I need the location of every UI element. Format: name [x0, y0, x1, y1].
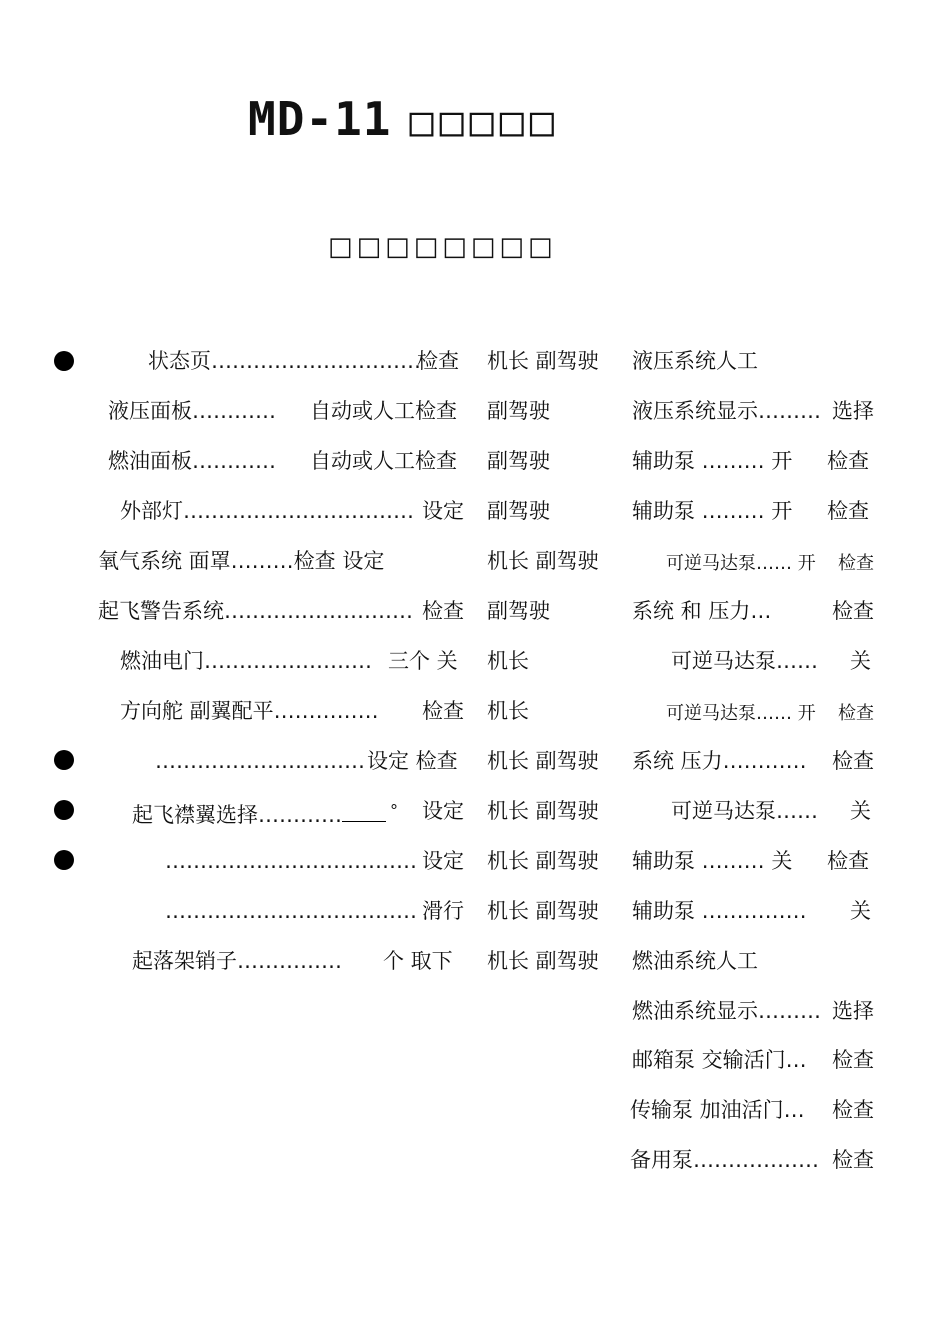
left-action: 设定	[422, 499, 464, 523]
right-item: 可逆马达泵…… 开	[666, 703, 816, 724]
right-item: 传输泵 加油活门…	[630, 1098, 805, 1122]
left-crew: 机长 副驾驶	[487, 799, 599, 823]
right-item: 系统 和 压力…	[632, 599, 772, 623]
left-item-flaps	[132, 798, 401, 828]
left-crew: 副驾驶	[487, 399, 550, 423]
bullet-icon	[54, 800, 74, 820]
right-action: 检查	[832, 1148, 874, 1172]
left-item: 方向舵 副翼配平……………	[120, 699, 379, 723]
left-action: 个 取下	[383, 949, 453, 973]
bullet-icon	[54, 351, 74, 371]
left-crew: 机长 副驾驶	[487, 349, 599, 373]
right-item: 辅助泵 ……………	[632, 899, 807, 923]
left-item: 外部灯……………………………	[120, 499, 414, 523]
right-item: 可逆马达泵…… 开	[666, 553, 816, 574]
right-item: 辅助泵 ……… 开	[632, 499, 793, 523]
right-item: 邮箱泵 交输活门…	[632, 1048, 807, 1072]
left-crew: 副驾驶	[487, 449, 550, 473]
left-action: 设定 检查	[367, 749, 458, 773]
left-item: 燃油面板…………	[108, 449, 276, 473]
right-item: 辅助泵 ……… 关	[632, 849, 793, 873]
left-item: 状态页…………………………	[148, 349, 421, 373]
right-item: 液压系统人工	[632, 349, 758, 373]
right-action: 检查	[832, 749, 874, 773]
left-action: 三个 关	[388, 649, 458, 673]
left-action: 检查	[422, 699, 464, 723]
left-item: 氧气系统 面罩………检查 设定	[98, 549, 385, 573]
title-boxes: □□□□□	[409, 99, 560, 145]
left-item: 起飞襟翼选择…………	[132, 803, 342, 827]
left-crew: 机长	[487, 649, 529, 673]
left-crew: 副驾驶	[487, 599, 550, 623]
right-action: 关	[850, 799, 871, 823]
left-crew: 机长 副驾驶	[487, 899, 599, 923]
document-title	[248, 92, 560, 146]
left-action: 滑行	[422, 899, 464, 923]
right-action: 检查	[827, 499, 869, 523]
document-subtitle: □□□□□□□□	[328, 232, 557, 262]
right-item: 系统 压力…………	[632, 749, 807, 773]
left-crew: 副驾驶	[487, 499, 550, 523]
flap-setting-blank	[342, 803, 386, 822]
left-item: 起落架销子……………	[132, 949, 342, 973]
right-item: 燃油系统显示………	[632, 999, 821, 1023]
right-action: 检查	[838, 703, 874, 724]
left-item: 燃油电门……………………	[120, 649, 372, 673]
left-item: ………………………………	[165, 899, 417, 923]
left-action: 检查	[417, 349, 459, 373]
right-action: 关	[850, 649, 871, 673]
right-action: 检查	[832, 1048, 874, 1072]
left-crew: 机长 副驾驶	[487, 849, 599, 873]
left-action: 检查	[422, 599, 464, 623]
right-item: 辅助泵 ……… 开	[632, 449, 793, 473]
left-crew: 机长 副驾驶	[487, 549, 599, 573]
right-action: 检查	[827, 449, 869, 473]
right-action: 选择	[832, 399, 874, 423]
right-action: 检查	[838, 553, 874, 574]
left-item: 液压面板…………	[108, 399, 276, 423]
left-item: ………………………………	[165, 849, 417, 873]
right-item: 燃油系统人工	[632, 949, 758, 973]
bullet-icon	[54, 750, 74, 770]
left-action: 设定	[422, 799, 464, 823]
right-item: 液压系统显示………	[632, 399, 821, 423]
bullet-icon	[54, 850, 74, 870]
left-crew: 机长 副驾驶	[487, 949, 599, 973]
left-action: 自动或人工检查	[310, 399, 457, 423]
left-action: 设定	[422, 849, 464, 873]
right-action: 检查	[832, 1098, 874, 1122]
right-action: 选择	[832, 999, 874, 1023]
left-item: …………………………	[155, 749, 365, 773]
right-item: 备用泵………………	[630, 1148, 819, 1172]
right-action: 关	[850, 899, 871, 923]
left-action: 自动或人工检查	[310, 449, 457, 473]
title-main: MD-11	[248, 92, 392, 146]
left-item: 起飞警告系统………………………	[98, 599, 413, 623]
left-crew: 机长	[487, 699, 529, 723]
right-item: 可逆马达泵……	[671, 799, 818, 823]
right-action: 检查	[832, 599, 874, 623]
right-action: 检查	[827, 849, 869, 873]
left-crew: 机长 副驾驶	[487, 749, 599, 773]
degree-unit: °	[390, 801, 398, 820]
right-item: 可逆马达泵……	[671, 649, 818, 673]
